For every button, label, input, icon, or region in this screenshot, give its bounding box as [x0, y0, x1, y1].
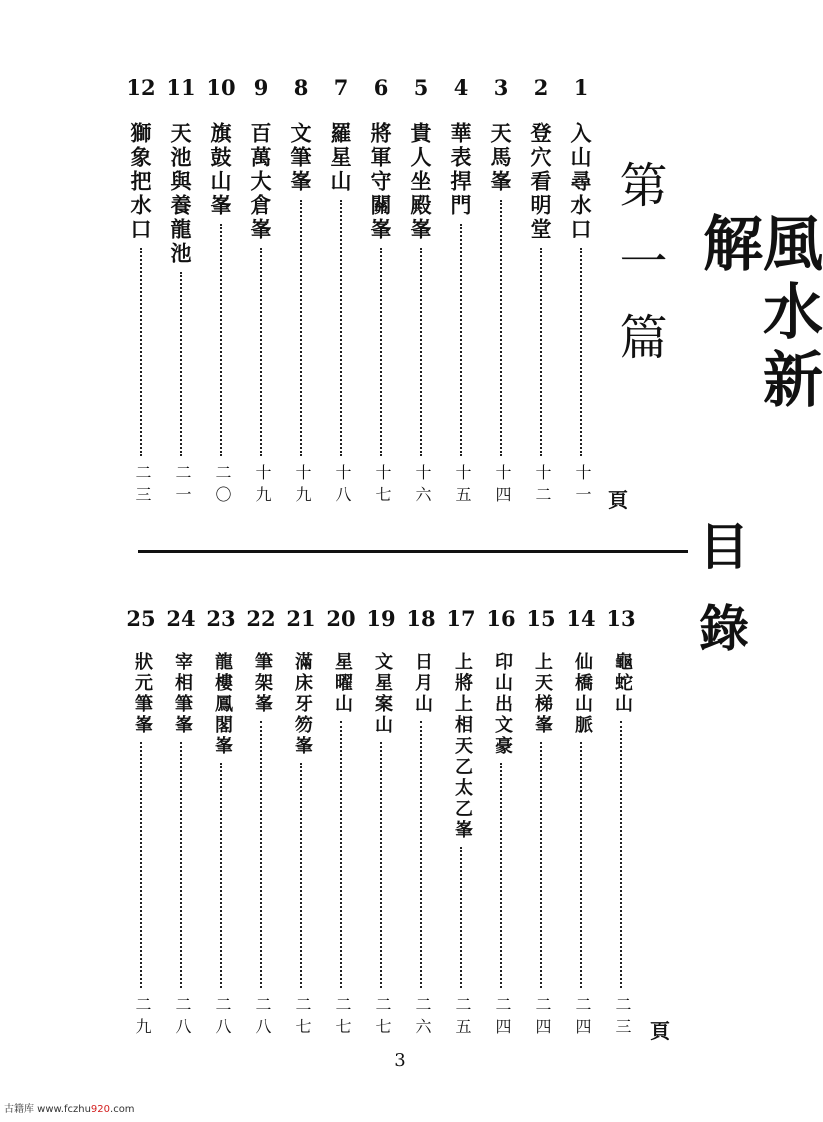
entry-page: 二七: [333, 996, 352, 1040]
entry-page: 二七: [293, 996, 312, 1040]
leader-dots: [220, 224, 224, 456]
entry-title: 筆架峯: [252, 652, 273, 715]
leader-dots: [420, 721, 424, 988]
entry-number: 18: [406, 606, 436, 631]
entry-page: 二九: [133, 996, 152, 1040]
leader-dots: [580, 742, 584, 988]
entry-page: 二八: [173, 996, 192, 1040]
entry-number: 15: [526, 606, 556, 631]
entry-title: 登穴看明堂: [528, 122, 553, 242]
entry-number: 6: [373, 75, 389, 100]
entry-title: 天馬峯: [488, 122, 513, 194]
page-column-label-top: 頁: [608, 488, 628, 512]
entry-title: 上天梯峯: [532, 652, 553, 736]
entry-number: 10: [206, 75, 236, 100]
entry-number: 4: [453, 75, 469, 100]
leader-dots: [500, 763, 504, 988]
entry-page: 十一: [573, 464, 592, 508]
leader-dots: [340, 200, 344, 456]
leader-dots: [180, 272, 184, 456]
watermark: 古籍库 www.fczhu920.com: [4, 1104, 135, 1115]
entry-title: 貴人坐殿峯: [408, 122, 433, 242]
leader-dots: [380, 742, 384, 988]
leader-dots: [140, 742, 144, 988]
entry-number: 12: [126, 75, 156, 100]
entry-page: 十九: [293, 464, 312, 508]
leader-dots: [460, 224, 464, 456]
entry-number: 24: [166, 606, 196, 631]
entry-title: 上將上相天乙太乙峯: [452, 652, 473, 841]
entry-title: 華表捍門: [448, 122, 473, 218]
entry-page: 十五: [453, 464, 472, 508]
entry-title: 文筆峯: [288, 122, 313, 194]
entry-page: 二四: [573, 996, 592, 1040]
entry-page: 二八: [253, 996, 272, 1040]
entry-title: 日月山: [412, 652, 433, 715]
entry-page: 二四: [533, 996, 552, 1040]
entry-number: 8: [293, 75, 309, 100]
entry-page: 二六: [413, 996, 432, 1040]
entry-number: 17: [446, 606, 476, 631]
entry-title: 天池與養龍池: [168, 122, 193, 266]
page-column-label-bottom: 頁: [650, 1019, 670, 1043]
entry-page: 十八: [333, 464, 352, 508]
entry-number: 16: [486, 606, 516, 631]
entry-number: 20: [326, 606, 356, 631]
entry-page: 二七: [373, 996, 392, 1040]
entry-number: 2: [533, 75, 549, 100]
leader-dots: [260, 248, 264, 456]
leader-dots: [460, 847, 464, 988]
entry-title: 印山出文豪: [492, 652, 513, 757]
entry-number: 9: [253, 75, 269, 100]
leader-dots: [180, 742, 184, 988]
entry-number: 5: [413, 75, 429, 100]
leader-dots: [500, 200, 504, 456]
entry-page: 十四: [493, 464, 512, 508]
entry-page: 二〇: [213, 464, 232, 508]
leader-dots: [420, 248, 424, 456]
entry-title: 旗鼓山峯: [208, 122, 233, 218]
entry-number: 22: [246, 606, 276, 631]
entry-page: 十九: [253, 464, 272, 508]
entry-page: 十六: [413, 464, 432, 508]
entry-title: 星曜山: [332, 652, 353, 715]
entry-page: 十七: [373, 464, 392, 508]
entry-page: 二一: [173, 464, 192, 508]
book-title: 風水新解: [693, 212, 823, 416]
entry-number: 11: [166, 75, 196, 100]
entry-number: 3: [493, 75, 509, 100]
section-heading: 目錄: [691, 520, 749, 684]
entry-page: 二三: [133, 464, 152, 508]
entry-title: 羅星山: [328, 122, 353, 194]
entry-title: 龜蛇山: [612, 652, 633, 715]
entry-number: 19: [366, 606, 396, 631]
entry-title: 滿床牙笏峯: [292, 652, 313, 757]
entry-page: 二三: [613, 996, 632, 1040]
entry-number: 1: [573, 75, 589, 100]
entry-title: 文星案山: [372, 652, 393, 736]
section-divider: [138, 550, 688, 553]
entry-title: 將軍守關峯: [368, 122, 393, 242]
leader-dots: [220, 763, 224, 988]
entry-title: 狀元筆峯: [132, 652, 153, 736]
entry-title: 宰相筆峯: [172, 652, 193, 736]
page-number: 3: [394, 1050, 406, 1071]
entry-page: 二五: [453, 996, 472, 1040]
entry-title: 獅象把水口: [128, 122, 153, 242]
entry-page: 十二: [533, 464, 552, 508]
leader-dots: [580, 248, 584, 456]
leader-dots: [140, 248, 144, 456]
entry-number: 13: [606, 606, 636, 631]
leader-dots: [540, 248, 544, 456]
leader-dots: [540, 742, 544, 988]
leader-dots: [380, 248, 384, 456]
entry-title: 龍樓鳳閣峯: [212, 652, 233, 757]
leader-dots: [340, 721, 344, 988]
entry-title: 百萬大倉峯: [248, 122, 273, 242]
entry-number: 21: [286, 606, 316, 631]
entry-title: 仙橋山脈: [572, 652, 593, 736]
leader-dots: [300, 200, 304, 456]
entry-number: 25: [126, 606, 156, 631]
entry-number: 23: [206, 606, 236, 631]
part-title: 第一篇: [611, 160, 667, 388]
entry-number: 14: [566, 606, 596, 631]
leader-dots: [620, 721, 624, 988]
entry-page: 二八: [213, 996, 232, 1040]
leader-dots: [300, 763, 304, 988]
entry-page: 二四: [493, 996, 512, 1040]
entry-number: 7: [333, 75, 349, 100]
leader-dots: [260, 721, 264, 988]
entry-title: 入山尋水口: [568, 122, 593, 242]
